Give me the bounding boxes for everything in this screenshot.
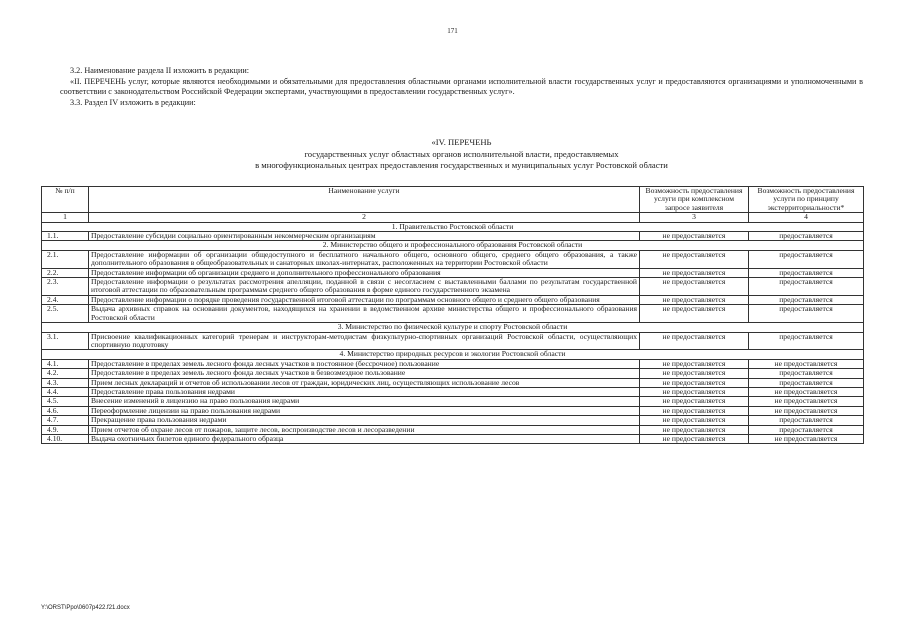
service-number: 2.3. [42, 278, 89, 296]
header-num: № п/п [42, 187, 89, 213]
service-number: 4.5. [42, 397, 89, 406]
table-body [42, 213, 864, 444]
service-name: Предоставление информации о порядке проведения государственной итоговой аттестации по программам основного общего и среднего общего образования [89, 295, 640, 304]
header-extraterritorial: Возможность предоставления услуги по принципу экстерриториальности* [749, 187, 864, 213]
service-name: Присвоение квалификационных категорий тренерам и инструкторам-методистам физкультурно-спортивных организаций Ростовской области, осуществляющих спортивную подготовку [89, 332, 640, 350]
table-row [42, 250, 864, 268]
table-header-row [42, 187, 864, 213]
extraterritorial-availability: предоставляется [749, 295, 864, 304]
service-name: Предоставление права пользования недрами [89, 387, 640, 396]
complex-request-availability: не предоставляется [640, 250, 749, 268]
service-number: 4.2. [42, 369, 89, 378]
section-row [42, 241, 864, 250]
index-cell: 2 [89, 213, 640, 222]
service-number: 4.9. [42, 425, 89, 434]
service-number: 4.1. [42, 359, 89, 368]
section-title: 2. Министерство общего и профессионального образования Ростовской области [42, 241, 864, 250]
complex-request-availability: не предоставляется [640, 425, 749, 434]
service-number: 1.1. [42, 232, 89, 241]
service-number: 3.1. [42, 332, 89, 350]
section-title: 1. Правительство Ростовской области [42, 222, 864, 231]
extraterritorial-availability: не предоставляется [749, 397, 864, 406]
service-name: Выдача охотничьих билетов единого федерального образца [89, 434, 640, 443]
extraterritorial-availability: не предоставляется [749, 387, 864, 396]
service-number: 4.3. [42, 378, 89, 387]
section-row [42, 350, 864, 359]
table-row [42, 305, 864, 323]
table-index-row [42, 213, 864, 222]
section-title: 3. Министерство по физической культуре и спорту Ростовской области [42, 323, 864, 332]
section-title: 4. Министерство природных ресурсов и экологии Ростовской области [42, 350, 864, 359]
service-number: 2.4. [42, 295, 89, 304]
complex-request-availability: не предоставляется [640, 369, 749, 378]
index-cell: 3 [640, 213, 749, 222]
intro-paragraph-2: «II. ПЕРЕЧЕНЬ услуг, которые являются необходимыми и обязательными для предоставления областными органами исполнительной власти государственных услуг и предоставляются организациями и уполномоченными в соответствии с законодательством Российской Федерации экспертами, участвующими в предоставлении государственных услуг». [60, 76, 863, 97]
complex-request-availability: не предоставляется [640, 268, 749, 277]
index-cell: 1 [42, 213, 89, 222]
service-number: 4.10. [42, 434, 89, 443]
service-number: 2.1. [42, 250, 89, 268]
extraterritorial-availability: предоставляется [749, 250, 864, 268]
complex-request-availability: не предоставляется [640, 232, 749, 241]
intro-paragraph-1: 3.2. Наименование раздела II изложить в редакции: [70, 66, 249, 75]
section-heading [60, 137, 863, 172]
section-row [42, 323, 864, 332]
extraterritorial-availability: предоставляется [749, 278, 864, 296]
complex-request-availability: не предоставляется [640, 378, 749, 387]
service-name: Прекращение права пользования недрами [89, 416, 640, 425]
complex-request-availability: не предоставляется [640, 416, 749, 425]
intro-paragraph-3: 3.3. Раздел IV изложить в редакции: [70, 97, 196, 107]
complex-request-availability: не предоставляется [640, 332, 749, 350]
extraterritorial-availability: предоставляется [749, 232, 864, 241]
intro-text [60, 66, 863, 108]
service-name: Предоставление информации о результатах рассмотрения апелляции, поданной в связи с несогласием с выставленными баллами по результатам государственной итоговой аттестации по образовательным программам среднего общего образования в форме единого государственного экзамена [89, 278, 640, 296]
service-number: 4.6. [42, 406, 89, 415]
service-name: Прием лесных деклараций и отчетов об использовании лесов от граждан, юридических лиц, осуществляющих использование лесов [89, 378, 640, 387]
page-number: 171 [447, 27, 458, 35]
complex-request-availability: не предоставляется [640, 295, 749, 304]
table-row [42, 397, 864, 406]
service-number: 2.2. [42, 268, 89, 277]
service-name: Внесение изменений в лицензию на право пользования недрами [89, 397, 640, 406]
service-name: Предоставление информации об организации среднего и дополнительного профессионального образования [89, 268, 640, 277]
service-name: Прием отчетов об охране лесов от пожаров, защите лесов, воспроизводстве лесов и лесоразведении [89, 425, 640, 434]
table-row [42, 434, 864, 443]
service-name: Предоставление в пределах земель лесного фонда лесных участков в постоянное (бессрочное) пользование [89, 359, 640, 368]
service-number: 2.5. [42, 305, 89, 323]
service-number: 4.4. [42, 387, 89, 396]
complex-request-availability: не предоставляется [640, 305, 749, 323]
complex-request-availability: не предоставляется [640, 397, 749, 406]
table-row [42, 416, 864, 425]
extraterritorial-availability: предоставляется [749, 332, 864, 350]
extraterritorial-availability: предоставляется [749, 369, 864, 378]
extraterritorial-availability: не предоставляется [749, 434, 864, 443]
complex-request-availability: не предоставляется [640, 387, 749, 396]
extraterritorial-availability: предоставляется [749, 305, 864, 323]
service-name: Выдача архивных справок на основании документов, находящихся на хранении в ведомственном архиве министерства общего и профессионального образования Ростовской области [89, 305, 640, 323]
index-cell: 4 [749, 213, 864, 222]
header-complex: Возможность предоставления услуги при комплексном запросе заявителя [640, 187, 749, 213]
heading-subtitle-1: государственных услуг областных органов исполнительной власти, предоставляемых [304, 148, 619, 159]
service-name: Переоформление лицензии на право пользования недрами [89, 406, 640, 415]
complex-request-availability: не предоставляется [640, 406, 749, 415]
service-name: Предоставление в пределах земель лесного фонда лесных участков в безвозмездное пользование [89, 369, 640, 378]
complex-request-availability: не предоставляется [640, 359, 749, 368]
table-row [42, 278, 864, 296]
complex-request-availability: не предоставляется [640, 278, 749, 296]
services-table [41, 186, 864, 444]
complex-request-availability: не предоставляется [640, 434, 749, 443]
service-number: 4.7. [42, 416, 89, 425]
heading-title: «IV. ПЕРЕЧЕНЬ [431, 137, 492, 147]
table-row [42, 369, 864, 378]
extraterritorial-availability: не предоставляется [749, 359, 864, 368]
footer-filepath: Y:\ORST\Ppo\0607p422.f21.docx [41, 605, 130, 611]
header-name: Наименование услуги [89, 187, 640, 213]
service-name: Предоставление субсидии социально ориентированным некоммерческим организациям [89, 232, 640, 241]
heading-subtitle-2: в многофункциональных центрах предоставления государственных и муниципальных услуг Ростовской области [255, 160, 668, 170]
extraterritorial-availability: предоставляется [749, 268, 864, 277]
extraterritorial-availability: предоставляется [749, 416, 864, 425]
service-name: Предоставление информации об организации общедоступного и бесплатного начального общего, основного общего, среднего общего образования, а также дополнительного образования в общеобразовательных и санаторных школах-интернатах, расположенных на территории Ростовской области [89, 250, 640, 268]
table-row [42, 332, 864, 350]
extraterritorial-availability: не предоставляется [749, 406, 864, 415]
extraterritorial-availability: предоставляется [749, 378, 864, 387]
extraterritorial-availability: предоставляется [749, 425, 864, 434]
